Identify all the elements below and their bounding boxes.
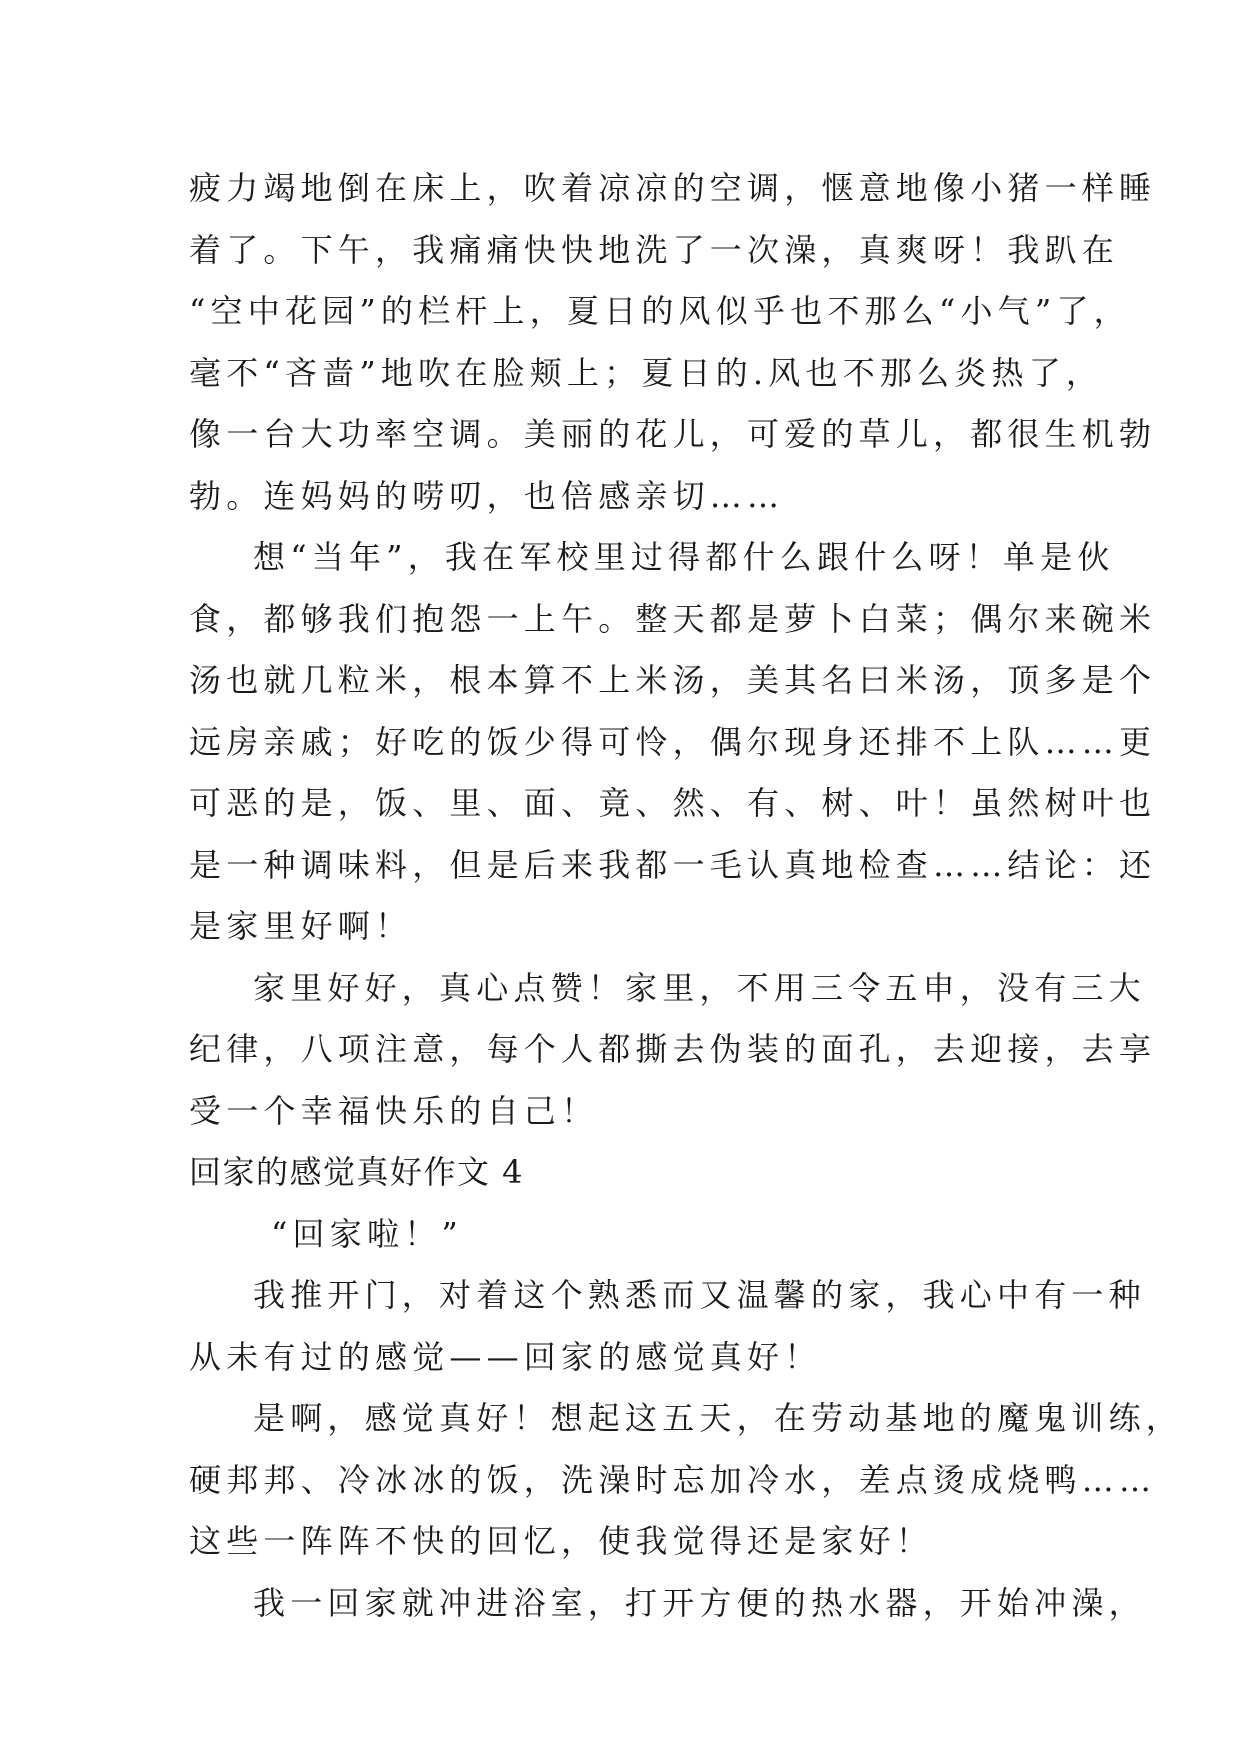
text-line: 受一个幸福快乐的自己！	[189, 1091, 599, 1130]
text-line: “空中花园”的栏杆上，夏日的风似乎也不那么“小气”了，	[189, 292, 1131, 330]
paragraph-start-line: 是啊，感觉真好！想起这五天，在劳动基地的魔鬼训练，	[253, 1399, 1184, 1437]
paragraph-start-line: 我一回家就冲进浴室，打开方便的热水器，开始冲澡，	[253, 1583, 1146, 1622]
document-body	[189, 158, 1184, 1634]
text-line: 这些一阵阵不快的回忆，使我觉得还是家好！	[189, 1522, 934, 1560]
text-line: 硬邦邦、冷冰冰的饭，洗澡时忘加冷水，差点烫成烧鸭……	[189, 1460, 1157, 1499]
dialogue-line: “回家啦！”	[271, 1214, 463, 1253]
text-line: 纪律，八项注意，每个人都撕去伪装的面孔，去迎接，去享	[189, 1030, 1157, 1068]
text-line: 汤也就几粒米，根本算不上米汤，美其名曰米汤，顶多是个	[189, 661, 1157, 699]
text-line: 从未有过的感觉——回家的感觉真好！	[189, 1337, 822, 1376]
text-line: 疲力竭地倒在床上，吹着凉凉的空调，惬意地像小猪一样睡	[189, 169, 1157, 207]
text-line: 毫不“吝啬”地吹在脸颊上；夏日的.风也不那么炎热了，	[189, 353, 1104, 392]
text-line: 可恶的是，饭、里、面、竟、然、有、树、叶！虽然树叶也	[189, 784, 1157, 822]
text-line: 是家里好啊！	[189, 907, 413, 945]
paragraph-start-line: 想“当年”，我在军校里过得都什么跟什么呀！单是伙	[253, 538, 1115, 576]
paragraph-start-line: 我推开门，对着这个熟悉而又温馨的家，我心中有一种	[253, 1276, 1146, 1314]
section-heading: 回家的感觉真好作文 4	[189, 1153, 525, 1191]
text-line: 像一台大功率空调。美丽的花儿，可爱的草儿，都很生机勃	[189, 415, 1157, 453]
text-line: 着了。下午，我痛痛快快地洗了一次澡，真爽呀！我趴在	[189, 230, 1120, 269]
paragraph-start-line: 家里好好，真心点赞！家里，不用三令五申，没有三大	[253, 968, 1146, 1007]
text-line: 勃。连妈妈的唠叨，也倍感亲切……	[189, 476, 785, 515]
text-line: 是一种调味料，但是后来我都一毛认真地检查……结论：还	[189, 845, 1157, 884]
text-line: 远房亲戚；好吃的饭少得可怜，偶尔现身还排不上队……更	[189, 722, 1157, 761]
text-line: 食，都够我们抱怨一上午。整天都是萝卜白菜；偶尔来碗米	[189, 599, 1157, 638]
